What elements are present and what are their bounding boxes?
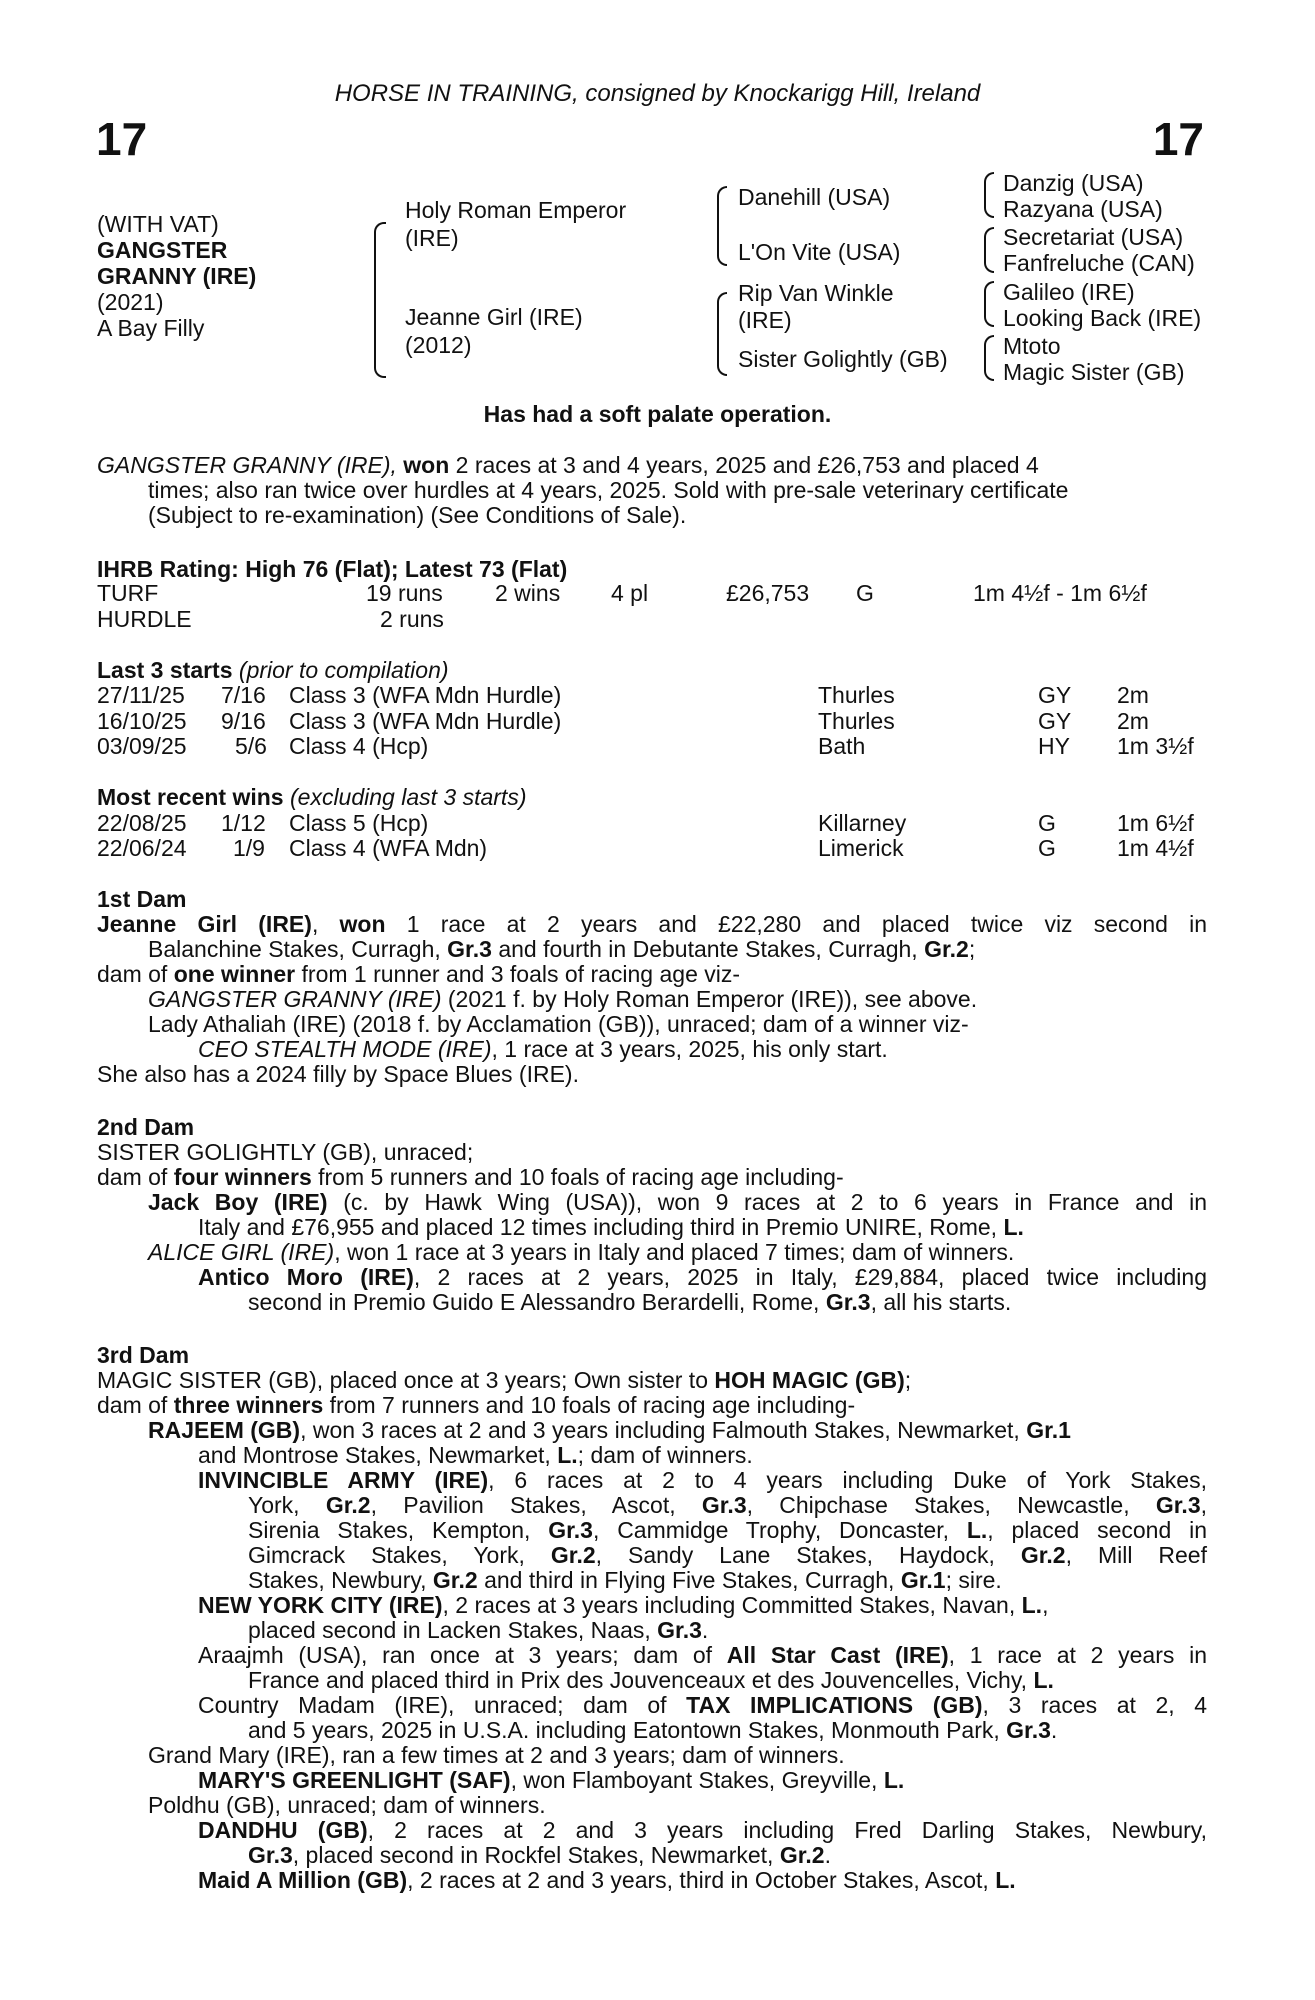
cell-race: Class 5 (Hcp) [289, 810, 429, 836]
cell-distance: 1m 3½f [1117, 733, 1194, 759]
text: , 3 races at 2, 4 [982, 1692, 1207, 1718]
rating-turf-distance: 1m 4½f - 1m 6½f [973, 580, 1147, 606]
text: and Montrose Stakes, Newmarket, [198, 1442, 558, 1468]
cell-going: GY [1038, 682, 1072, 708]
pedigree-ds [738, 280, 894, 334]
text: ; dam of winners. [577, 1442, 753, 1468]
third-dam-line: Poldhu (GB), unraced; dam of winners. [148, 1792, 546, 1818]
ds-name: Rip Van Winkle [738, 280, 894, 306]
pedigree-g3c [1003, 279, 1201, 331]
lot-number-right: 17 [1152, 113, 1204, 165]
cell-course: Thurles [818, 708, 895, 734]
text: , Chipchase Stakes, Newcastle, [746, 1492, 1156, 1518]
third-dam-line [198, 1692, 1207, 1718]
grade: L. [966, 1517, 988, 1543]
cell-date: 27/11/25 [97, 682, 185, 708]
horse: RAJEEM (GB) [148, 1417, 301, 1443]
horse: All Star Cast (IRE) [726, 1642, 949, 1668]
third-dam-line [198, 1767, 904, 1793]
pedigree-ss: Danehill (USA) [738, 184, 891, 210]
veterinary-note: Has had a soft palate operation. [483, 401, 832, 427]
second-dam-heading: 2nd Dam [97, 1114, 195, 1140]
sdd: Fanfreluche (CAN) [1003, 250, 1195, 276]
horse: TAX IMPLICATIONS (GB) [686, 1692, 983, 1718]
third-dam-line [198, 1442, 753, 1468]
grade: Gr.1 [900, 1567, 946, 1593]
third-dam-line [198, 1867, 1016, 1893]
third-dam-line [248, 1492, 1207, 1518]
horse-year: (2021) [97, 289, 164, 315]
horse: NEW YORK CITY (IRE) [198, 1592, 443, 1618]
lot-number-left: 17 [96, 113, 148, 165]
cell-course: Limerick [818, 835, 904, 861]
cell-going: GY [1038, 708, 1072, 734]
text: Italy and £76,955 and placed 12 times including third in Premio UNIRE, Rome, [198, 1214, 1004, 1240]
grade: Gr.2 [325, 1492, 371, 1518]
grade: L. [1033, 1667, 1054, 1693]
rating-hurdle-label: HURDLE [97, 606, 192, 632]
ds-country: (IRE) [738, 307, 792, 333]
third-dam-line [198, 1467, 1207, 1493]
grade: L. [1003, 1214, 1024, 1240]
second-dam-line [198, 1264, 1207, 1290]
text: Stakes, Newbury, [248, 1567, 433, 1593]
grade: Gr.3 [548, 1517, 593, 1543]
third-dam-line [248, 1567, 1002, 1593]
text: , [1200, 1492, 1208, 1518]
second-dam-line [148, 1189, 1207, 1215]
horse: Antico Moro (IRE) [198, 1264, 414, 1290]
text: Sirenia Stakes, Kempton, [248, 1517, 549, 1543]
grade: Gr.2 [1020, 1542, 1066, 1568]
grade: Gr.3 [825, 1289, 871, 1315]
summary-text-1: 2 races at 3 and 4 years, 2025 and £26,753 and placed 4 [449, 452, 1039, 478]
grade: L. [995, 1867, 1016, 1893]
dam-year: (2012) [405, 332, 472, 358]
last3-heading [97, 657, 449, 684]
first-dam-line [97, 911, 1207, 937]
sds: Secretariat (USA) [1003, 224, 1184, 250]
text: , won 3 races at 2 and 3 years including Falmouth Stakes, Newmarket, [300, 1417, 1027, 1443]
third-dam-line [248, 1842, 831, 1868]
text: , Sandy Lane Stakes, Haydock, [595, 1542, 1021, 1568]
horse: MARY'S GREENLIGHT (SAF) [198, 1767, 511, 1793]
cell-date: 16/10/25 [97, 708, 187, 734]
text: . [824, 1842, 831, 1868]
text: , won Flamboyant Stakes, Greyville, [510, 1767, 884, 1793]
cell-race: Class 3 (WFA Mdn Hurdle) [289, 682, 562, 708]
grade: Gr.2 [432, 1567, 478, 1593]
ssd: Razyana (USA) [1003, 196, 1163, 222]
text: (c. by Hawk Wing (USA)), won 9 races at 2 to 6 years in France and in [327, 1189, 1207, 1215]
cell-going: G [1038, 810, 1056, 836]
horse-identity [97, 211, 256, 341]
third-dam-line [248, 1667, 1054, 1693]
cell-distance: 2m [1117, 682, 1149, 708]
cell-distance: 1m 6½f [1117, 810, 1194, 836]
cell-course: Bath [818, 733, 866, 759]
text: , Cammidge Trophy, Doncaster, [592, 1517, 967, 1543]
text: , 6 races at 2 to 4 years including Duke of York Stakes, [488, 1467, 1207, 1493]
cell-position: 7/16 [221, 682, 266, 708]
first-dam-line [148, 986, 977, 1012]
text: . [701, 1617, 709, 1643]
sss: Danzig (USA) [1003, 170, 1144, 196]
ddd: Magic Sister (GB) [1003, 359, 1185, 385]
first-dam-line [97, 961, 740, 987]
text: and fourth in Debutante Stakes, Curragh, [491, 936, 925, 962]
summary-line-3: (Subject to re-examination) (See Conditions of Sale). [148, 502, 687, 528]
second-dam-line: SISTER GOLIGHTLY (GB), unraced; [97, 1139, 474, 1165]
text: and 5 years, 2025 in U.S.A. including Eatontown Stakes, Monmouth Park, [248, 1717, 1007, 1743]
text: , 1 race at 2 years in [948, 1642, 1207, 1668]
text: ; sire. [945, 1567, 1002, 1593]
third-dam-line [97, 1392, 855, 1418]
text: dam of [97, 1392, 174, 1418]
third-dam-line [248, 1617, 708, 1643]
text: , 1 race at 3 years, 2025, his only start. [491, 1036, 888, 1062]
pedigree-sd: L'On Vite (USA) [738, 239, 901, 265]
text: , Mill Reef [1065, 1542, 1207, 1568]
won: won [339, 911, 386, 937]
grade: Gr.3 [1006, 1717, 1051, 1743]
dam-name: Jeanne Girl (IRE) [405, 304, 583, 330]
dss: Galileo (IRE) [1003, 279, 1135, 305]
winners: three winners [173, 1392, 324, 1418]
text: , placed second in Rockfel Stakes, Newmarket, [292, 1842, 780, 1868]
text: , 2 races at 2 and 3 years, third in October Stakes, Ascot, [407, 1867, 996, 1893]
cell-going: G [1038, 835, 1056, 861]
text: , [1042, 1592, 1049, 1618]
text: from 7 runners and 10 foals of racing age including- [323, 1392, 856, 1418]
second-dam-line [198, 1214, 1024, 1240]
grade: Gr.2 [550, 1542, 596, 1568]
text: , 2 races at 2 years, 2025 in Italy, £29,884, placed twice including [413, 1264, 1208, 1290]
text: , won 1 race at 3 years in Italy and placed 7 times; dam of winners. [334, 1239, 1015, 1265]
third-dam-line [97, 1367, 911, 1393]
cell-distance: 2m [1117, 708, 1149, 734]
grade: Gr.1 [1026, 1417, 1071, 1443]
horse: ALICE GIRL (IRE) [148, 1239, 335, 1265]
text: placed second in Lacken Stakes, Naas, [248, 1617, 658, 1643]
third-dam-heading: 3rd Dam [97, 1342, 190, 1368]
pedigree-brace-3b [984, 227, 994, 273]
third-dam-line: Grand Mary (IRE), ran a few times at 2 and 3 years; dam of winners. [148, 1742, 845, 1768]
rating-turf-placed: 4 pl [611, 580, 649, 606]
cell-course: Thurles [818, 682, 895, 708]
text: (2021 f. by Holy Roman Emperor (IRE)), see above. [441, 986, 978, 1012]
rating-turf-earnings: £26,753 [726, 580, 810, 606]
pedigree-brace-3c [984, 281, 994, 327]
text: second in Premio Guido E Alessandro Berardelli, Rome, [248, 1289, 826, 1315]
pedigree-brace-1 [374, 222, 386, 378]
summary-won: won [403, 452, 450, 478]
first-dam-heading: 1st Dam [97, 886, 187, 912]
first-dam-line [198, 1036, 888, 1062]
winners: one winner [173, 961, 296, 987]
rating-turf-label: TURF [97, 580, 159, 606]
sire-name: Holy Roman Emperor [405, 197, 627, 223]
summary-horse: GANGSTER GRANNY (IRE), [97, 452, 397, 478]
second-dam-line [248, 1289, 1011, 1315]
cell-course: Killarney [818, 810, 907, 836]
grade: Gr.3 [248, 1842, 293, 1868]
grade: Gr.2 [924, 936, 969, 962]
cell-position: 9/16 [221, 708, 266, 734]
grade: L. [1021, 1592, 1043, 1618]
cell-position: 1/12 [221, 810, 266, 836]
text: France and placed third in Prix des Jouvenceaux et des Jouvencelles, Vichy, [248, 1667, 1034, 1693]
dam-name: Jeanne Girl (IRE) [97, 911, 312, 937]
text: ; [968, 936, 976, 962]
summary-line-1 [97, 453, 1207, 478]
text: , placed second in [987, 1517, 1207, 1543]
pedigree-g3b [1003, 224, 1195, 276]
pedigree-brace-3d [984, 335, 994, 381]
second-dam-line [97, 1164, 844, 1190]
cell-going: HY [1038, 733, 1070, 759]
horse: HOH MAGIC (GB) [714, 1367, 905, 1393]
text: ; [904, 1367, 912, 1393]
pedigree-g3a [1003, 170, 1163, 222]
third-dam-line [248, 1717, 1057, 1743]
text: Gimcrack Stakes, York, [248, 1542, 551, 1568]
horse-name-1: GANGSTER [97, 237, 228, 263]
cell-date: 22/06/24 [97, 835, 187, 861]
rating-title: IHRB Rating: High 76 (Flat); Latest 73 (Flat) [97, 556, 568, 582]
third-dam-line [198, 1592, 1048, 1618]
cell-race: Class 3 (WFA Mdn Hurdle) [289, 708, 562, 734]
pedigree-g3d [1003, 333, 1184, 385]
text: , all his starts. [870, 1289, 1012, 1315]
text: dam of [97, 1164, 174, 1190]
third-dam-line [198, 1817, 1207, 1843]
text: from 5 runners and 10 foals of racing age including- [311, 1164, 844, 1190]
text: Country Madam (IRE), unraced; dam of [198, 1692, 687, 1718]
text: dam of [97, 961, 174, 987]
rating-turf-runs: 19 runs [366, 580, 443, 606]
recent-heading [97, 784, 526, 811]
first-dam-line: She also has a 2024 filly by Space Blues (IRE). [97, 1061, 579, 1087]
horse-desc: A Bay Filly [97, 315, 205, 341]
catalogue-header: HORSE IN TRAINING, consigned by Knockarigg Hill, Ireland [334, 80, 981, 107]
pedigree-brace-2b [717, 292, 727, 376]
pedigree-sire [405, 196, 626, 252]
grade: L. [557, 1442, 578, 1468]
summary [97, 453, 1207, 528]
third-dam-line [248, 1517, 1207, 1543]
rating-hurdle-runs: 2 runs [380, 606, 444, 632]
cell-race: Class 4 (Hcp) [289, 733, 429, 759]
text: , 2 races at 3 years including Committed Stakes, Navan, [442, 1592, 1022, 1618]
horse: Maid A Million (GB) [198, 1867, 408, 1893]
pedigree-brace-2a [717, 186, 727, 266]
text: Balanchine Stakes, Curragh, [148, 936, 448, 962]
dsd: Looking Back (IRE) [1003, 305, 1202, 331]
first-dam-line [148, 936, 975, 962]
horse: DANDHU (GB) [198, 1817, 368, 1843]
summary-line-2: times; also ran twice over hurdles at 4 years, 2025. Sold with pre-sale veterinary certificate [148, 477, 1069, 503]
recent-sub: (excluding last 3 starts) [290, 784, 527, 810]
text: MAGIC SISTER (GB), placed once at 3 years; Own sister to [97, 1367, 715, 1393]
text: , 2 races at 2 and 3 years including Fred Darling Stakes, Newbury, [367, 1817, 1207, 1843]
grade: Gr.3 [447, 936, 492, 962]
horse: Jack Boy (IRE) [148, 1189, 328, 1215]
text: and third in Flying Five Stakes, Curragh, [477, 1567, 901, 1593]
grade: L. [883, 1767, 905, 1793]
horse: GANGSTER GRANNY (IRE) [148, 986, 442, 1012]
third-dam-line [198, 1642, 1207, 1668]
cell-date: 03/09/25 [97, 733, 187, 759]
grade: Gr.3 [1155, 1492, 1201, 1518]
cell-position: 5/6 [235, 733, 267, 759]
cell-race: Class 4 (WFA Mdn) [289, 835, 488, 861]
pedigree-dd: Sister Golightly (GB) [738, 346, 948, 372]
horse: CEO STEALTH MODE (IRE) [198, 1036, 492, 1062]
horse-name-2: GRANNY (IRE) [97, 263, 257, 289]
text: 1 race at 2 years and £22,280 and placed twice viz second in [385, 911, 1208, 937]
last3-sub: (prior to compilation) [238, 657, 449, 683]
text: from 1 runner and 3 foals of racing age viz- [295, 961, 741, 987]
horse: INVINCIBLE ARMY (IRE) [198, 1467, 489, 1493]
winners: four winners [173, 1164, 312, 1190]
text: , [311, 911, 340, 937]
cell-distance: 1m 4½f [1117, 835, 1194, 861]
grade: Gr.3 [657, 1617, 702, 1643]
dds: Mtoto [1003, 333, 1061, 359]
pedigree-dam [405, 303, 583, 359]
grade: Gr.2 [779, 1842, 825, 1868]
pedigree-brace-3a [984, 172, 994, 218]
text: York, [248, 1492, 326, 1518]
text: , Pavilion Stakes, Ascot, [370, 1492, 702, 1518]
third-dam-line [248, 1542, 1207, 1568]
rating-turf-wins: 2 wins [495, 580, 561, 606]
vat-label: (WITH VAT) [97, 211, 219, 237]
text: . [1050, 1717, 1058, 1743]
last3-title: Last 3 starts [97, 657, 233, 683]
third-dam-line [148, 1417, 1071, 1443]
cell-position: 1/9 [233, 835, 265, 861]
cell-date: 22/08/25 [97, 810, 187, 836]
rating-turf-going: G [856, 580, 874, 606]
sire-country: (IRE) [405, 225, 459, 251]
text: Araajmh (USA), ran once at 3 years; dam of [198, 1642, 727, 1668]
second-dam-line [148, 1239, 1014, 1265]
first-dam-line: Lady Athaliah (IRE) (2018 f. by Acclamation (GB)), unraced; dam of a winner viz- [148, 1011, 969, 1037]
recent-title: Most recent wins [97, 784, 284, 810]
grade: Gr.3 [701, 1492, 747, 1518]
